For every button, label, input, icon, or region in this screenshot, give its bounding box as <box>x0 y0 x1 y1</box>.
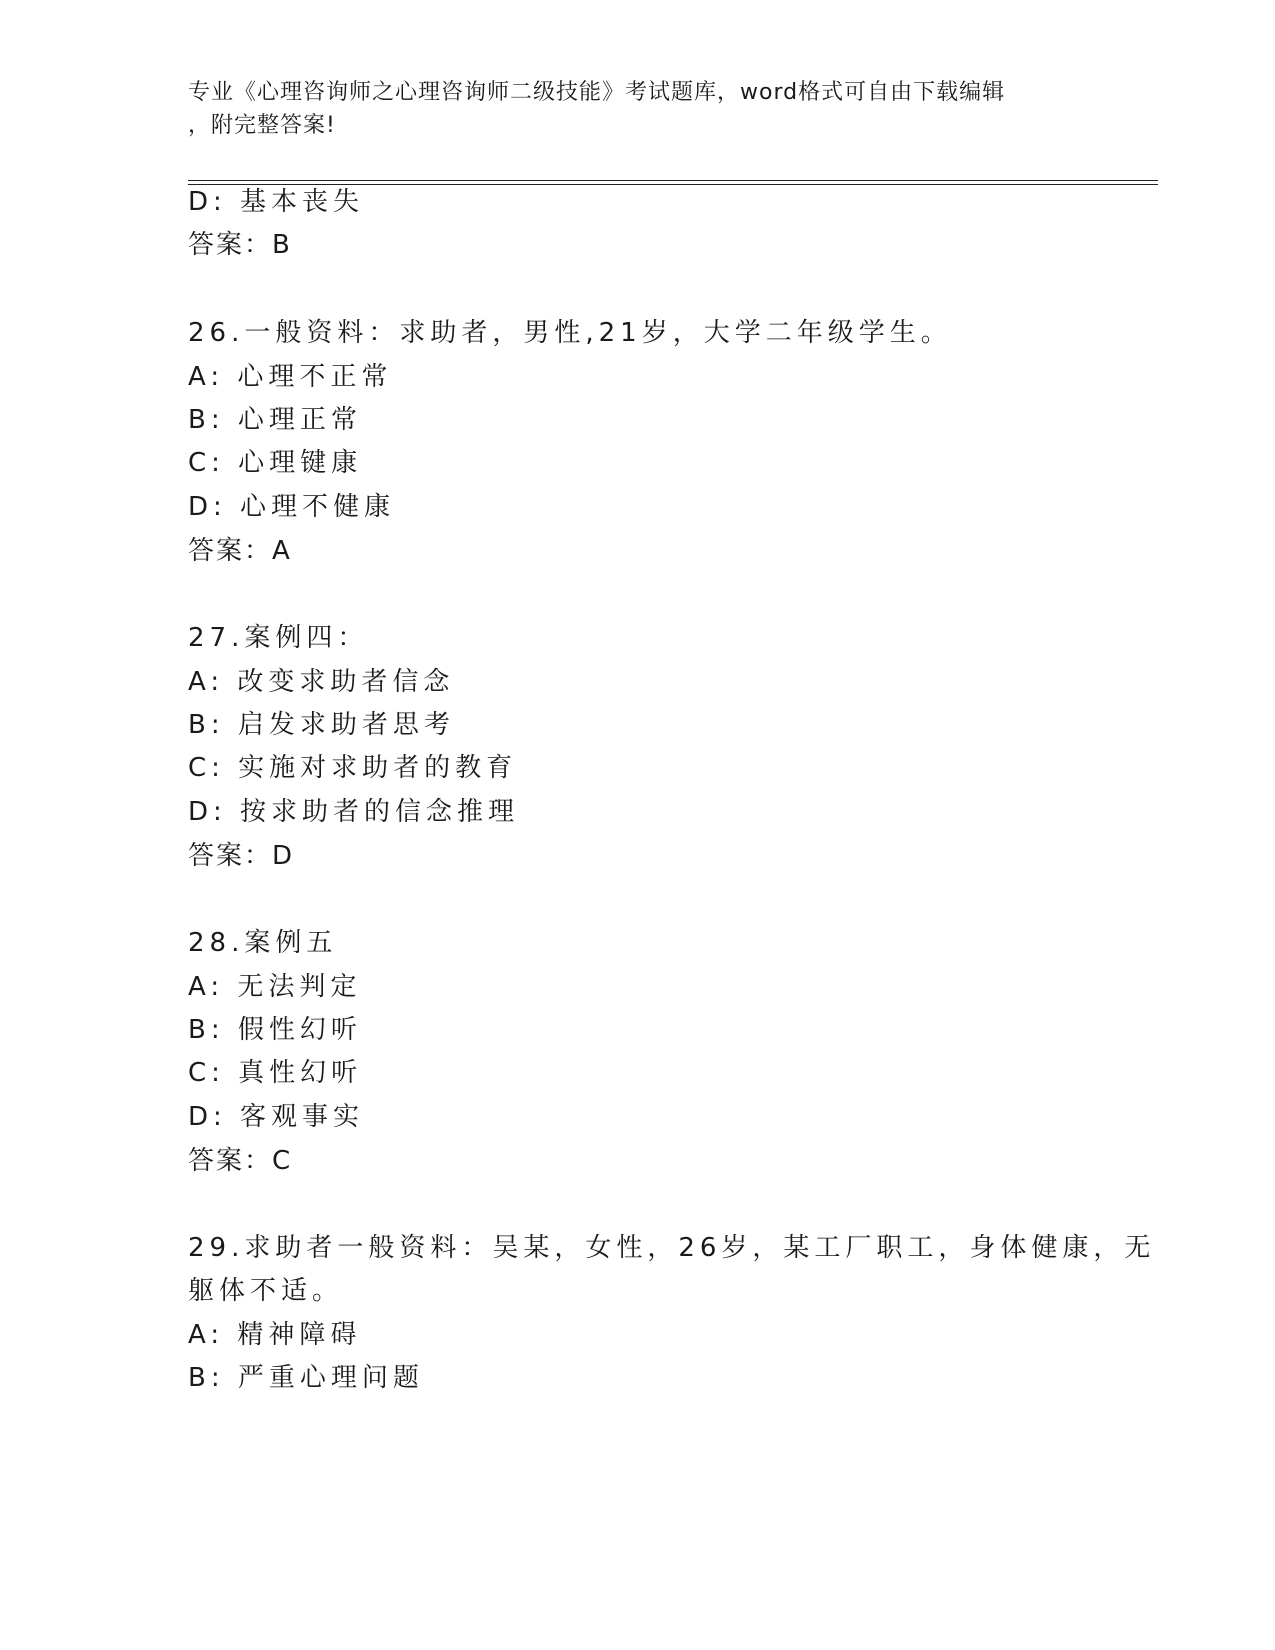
q26-option-d: D: 心理不健康 <box>188 492 396 522</box>
q28-option-a: A: 无法判定 <box>188 972 362 1002</box>
header-line-2: ，附完整答案! <box>188 113 336 138</box>
q28-option-b: B: 假性幻听 <box>188 1015 362 1045</box>
q28-answer: 答案：C <box>188 1146 293 1176</box>
q26-option-b: B: 心理正常 <box>188 405 362 435</box>
q28-option-c: C: 真性幻听 <box>188 1058 363 1088</box>
q28-stem: 28.案例五 <box>188 928 338 958</box>
q28-option-d: D: 客观事实 <box>188 1102 365 1132</box>
header-line-1: 专业《心理咨询师之心理咨询师二级技能》考试题库，word格式可自由下载编辑 <box>188 80 1006 105</box>
q25-option-d: D: 基本丧失 <box>188 187 365 217</box>
q27-option-b: B: 启发求助者思考 <box>188 710 455 740</box>
q29-option-b: B: 严重心理问题 <box>188 1363 424 1393</box>
q26-option-c: C: 心理键康 <box>188 448 363 478</box>
q26-option-a: A: 心理不正常 <box>188 362 393 392</box>
q29-option-a: A: 精神障碍 <box>188 1320 362 1350</box>
q27-option-c: C: 实施对求助者的教育 <box>188 753 518 783</box>
document-header <box>188 76 1088 142</box>
q25-answer: 答案：B <box>188 230 292 260</box>
q29-stem-line-2: 躯体不适。 <box>188 1276 344 1306</box>
q27-stem: 27.案例四： <box>188 623 369 653</box>
q26-stem: 26.一般资料：求助者，男性,21岁，大学二年级学生。 <box>188 318 952 348</box>
q27-answer: 答案：D <box>188 841 295 871</box>
q26-answer: 答案：A <box>188 536 292 566</box>
header-divider-bottom <box>188 184 1158 185</box>
q27-option-a: A: 改变求助者信念 <box>188 667 455 697</box>
q27-option-d: D: 按求助者的信念推理 <box>188 797 520 827</box>
q29-stem-line-1: 29.求助者一般资料：吴某，女性，26岁，某工厂职工，身体健康，无 <box>188 1233 1156 1263</box>
header-divider-top <box>188 180 1158 181</box>
